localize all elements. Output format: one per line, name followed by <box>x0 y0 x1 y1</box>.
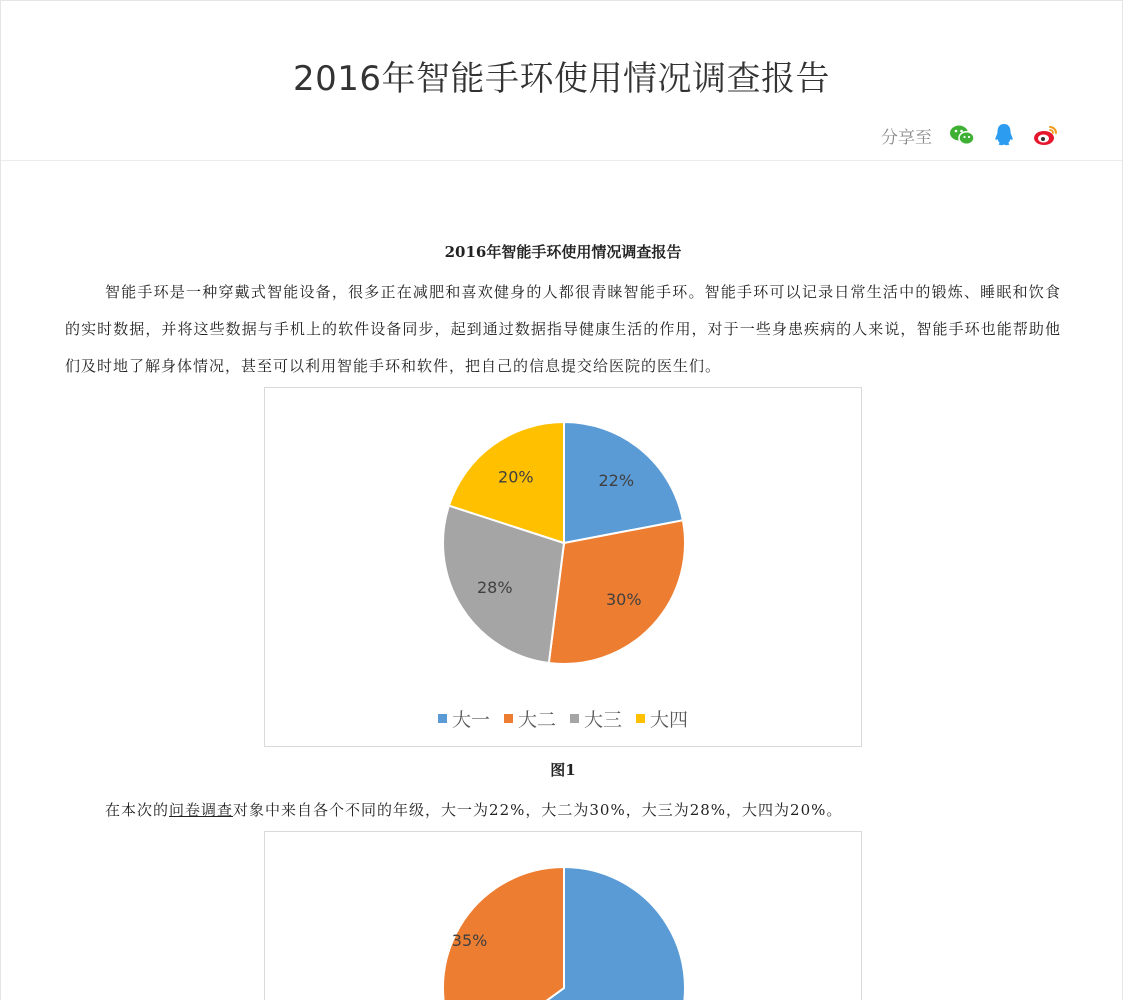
legend-swatch <box>636 714 645 723</box>
pie-data-label: 22% <box>598 470 635 490</box>
legend-label: 大一 <box>451 709 490 731</box>
intro-paragraph: 智能手环是一种穿戴式智能设备，很多正在减肥和喜欢健身的人都很青睐智能手环。智能手环可以记录日常生活中的锻炼、睡眠和饮食的实时数据，并将这些数据与手机上的软件设备同步，起到通过数据指导健康生活的作用，对于一些身患疾病的人来说，智能手环也能帮助他们及时地了解身体情况，甚至可以利用智能手环和软件，把自己的信息提交给医院的医生们。 <box>65 283 1061 375</box>
legend-item <box>438 705 490 732</box>
article-title: 2016年智能手环使用情况调查报告 <box>444 243 682 261</box>
legend-item <box>504 705 556 732</box>
pie-data-label: 30% <box>605 590 642 610</box>
figure-2-chart <box>264 831 862 1000</box>
pie-data-label: 20% <box>498 467 534 487</box>
pie-data-label: 28% <box>476 577 513 597</box>
page-title: 2016年智能手环使用情况调查报告 <box>292 59 831 99</box>
legend-item <box>636 705 688 732</box>
legend-item <box>570 705 622 732</box>
pie-chart-2 <box>265 832 863 1000</box>
legend-label: 大三 <box>584 709 623 731</box>
weibo-icon[interactable] <box>1032 121 1060 149</box>
para2-text-before: 在本次的 <box>105 801 170 819</box>
survey-link[interactable]: 问卷调查 <box>169 801 234 819</box>
wechat-icon[interactable] <box>948 121 976 149</box>
legend-swatch <box>504 714 513 723</box>
qq-icon[interactable] <box>990 121 1018 149</box>
article-content <box>65 241 1061 1000</box>
pie-data-label: 35% <box>451 930 488 950</box>
page-header <box>1 1 1122 161</box>
chart-legend <box>265 705 861 732</box>
para2-text-after: 对象中来自各个不同的年级，大一为22%，大二为30%，大三为28%，大四为20%。 <box>233 801 843 819</box>
legend-swatch <box>570 714 579 723</box>
legend-label: 大四 <box>650 709 689 731</box>
figure-1-caption: 图1 <box>550 761 576 779</box>
share-label: 分享至 <box>881 127 932 148</box>
legend-swatch <box>438 714 447 723</box>
legend-label: 大二 <box>517 709 556 731</box>
grade-distribution-paragraph <box>65 792 1061 829</box>
share-bar <box>881 121 1060 149</box>
pie-chart-1 <box>265 388 863 748</box>
figure-1-chart <box>264 387 862 747</box>
